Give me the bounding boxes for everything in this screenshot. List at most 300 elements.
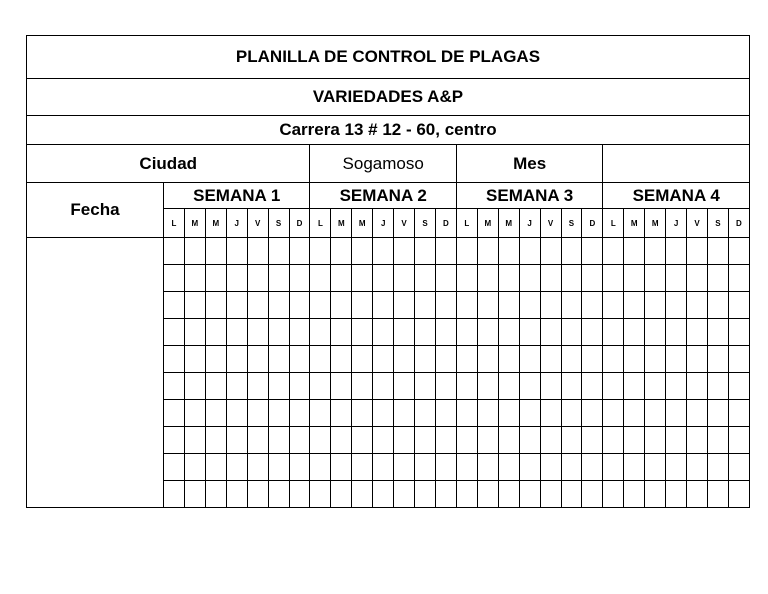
check-cell[interactable] [582, 454, 603, 481]
check-cell[interactable] [184, 427, 205, 454]
check-cell[interactable] [394, 481, 415, 508]
check-cell[interactable] [519, 427, 540, 454]
check-cell[interactable] [603, 427, 624, 454]
check-cell[interactable] [184, 292, 205, 319]
check-cell[interactable] [310, 346, 331, 373]
check-cell[interactable] [164, 400, 185, 427]
check-cell[interactable] [435, 346, 456, 373]
check-cell[interactable] [582, 400, 603, 427]
check-cell[interactable] [624, 481, 645, 508]
check-cell[interactable] [603, 319, 624, 346]
check-cell[interactable] [268, 238, 289, 265]
check-cell[interactable] [268, 346, 289, 373]
check-cell[interactable] [498, 346, 519, 373]
check-cell[interactable] [226, 427, 247, 454]
check-cell[interactable] [603, 373, 624, 400]
check-cell[interactable] [561, 427, 582, 454]
check-cell[interactable] [415, 427, 436, 454]
check-cell[interactable] [561, 400, 582, 427]
check-cell[interactable] [205, 427, 226, 454]
check-cell[interactable] [624, 373, 645, 400]
check-cell[interactable] [310, 481, 331, 508]
check-cell[interactable] [687, 265, 708, 292]
month-label: Mes [456, 145, 602, 183]
check-cell[interactable] [624, 427, 645, 454]
check-cell[interactable] [164, 373, 185, 400]
check-cell[interactable] [331, 427, 352, 454]
check-cell[interactable] [247, 265, 268, 292]
check-cell[interactable] [603, 400, 624, 427]
check-cell[interactable] [394, 346, 415, 373]
check-cell[interactable] [498, 373, 519, 400]
check-cell[interactable] [582, 373, 603, 400]
check-cell[interactable] [728, 481, 749, 508]
check-cell[interactable] [519, 319, 540, 346]
check-cell[interactable] [498, 400, 519, 427]
check-cell[interactable] [456, 454, 477, 481]
check-cell[interactable] [394, 454, 415, 481]
check-cell[interactable] [707, 400, 728, 427]
check-cell[interactable] [373, 373, 394, 400]
check-cell[interactable] [456, 319, 477, 346]
check-cell[interactable] [310, 373, 331, 400]
check-cell[interactable] [373, 346, 394, 373]
company-name: VARIEDADES A&P [27, 79, 750, 116]
check-cell[interactable] [456, 373, 477, 400]
check-cell[interactable] [164, 319, 185, 346]
check-cell[interactable] [331, 346, 352, 373]
check-cell[interactable] [477, 265, 498, 292]
check-cell[interactable] [728, 400, 749, 427]
check-cell[interactable] [289, 454, 310, 481]
month-value[interactable] [603, 145, 750, 183]
check-cell[interactable] [352, 454, 373, 481]
check-cell[interactable] [603, 265, 624, 292]
check-cell[interactable] [666, 265, 687, 292]
check-cell[interactable] [666, 481, 687, 508]
check-cell[interactable] [561, 454, 582, 481]
check-cell[interactable] [540, 346, 561, 373]
check-cell[interactable] [184, 265, 205, 292]
check-cell[interactable] [645, 292, 666, 319]
check-cell[interactable] [164, 346, 185, 373]
check-cell[interactable] [477, 427, 498, 454]
check-cell[interactable] [415, 238, 436, 265]
check-cell[interactable] [268, 454, 289, 481]
check-cell[interactable] [519, 373, 540, 400]
check-cell[interactable] [477, 481, 498, 508]
check-cell[interactable] [561, 238, 582, 265]
check-cell[interactable] [707, 481, 728, 508]
check-cell[interactable] [687, 346, 708, 373]
check-cell[interactable] [519, 292, 540, 319]
check-cell[interactable] [561, 373, 582, 400]
check-cell[interactable] [456, 400, 477, 427]
check-cell[interactable] [540, 454, 561, 481]
check-cell[interactable] [645, 319, 666, 346]
check-cell[interactable] [184, 400, 205, 427]
check-cell[interactable] [582, 238, 603, 265]
check-cell[interactable] [435, 373, 456, 400]
check-cell[interactable] [310, 265, 331, 292]
check-cell[interactable] [728, 454, 749, 481]
check-cell[interactable] [352, 373, 373, 400]
day-header: S [415, 209, 436, 238]
check-cell[interactable] [435, 400, 456, 427]
check-cell[interactable] [247, 238, 268, 265]
check-cell[interactable] [226, 265, 247, 292]
check-cell[interactable] [184, 373, 205, 400]
day-header: M [184, 209, 205, 238]
check-cell[interactable] [728, 319, 749, 346]
check-cell[interactable] [707, 265, 728, 292]
check-cell[interactable] [205, 292, 226, 319]
check-cell[interactable] [352, 319, 373, 346]
check-cell[interactable] [645, 346, 666, 373]
check-cell[interactable] [352, 265, 373, 292]
check-cell[interactable] [645, 454, 666, 481]
check-cell[interactable] [352, 481, 373, 508]
check-cell[interactable] [247, 373, 268, 400]
check-cell[interactable] [687, 292, 708, 319]
check-cell[interactable] [164, 292, 185, 319]
check-cell[interactable] [477, 346, 498, 373]
check-cell[interactable] [164, 481, 185, 508]
check-cell[interactable] [456, 481, 477, 508]
check-cell[interactable] [373, 427, 394, 454]
check-cell[interactable] [519, 481, 540, 508]
check-cell[interactable] [289, 319, 310, 346]
check-cell[interactable] [498, 265, 519, 292]
check-cell[interactable] [205, 319, 226, 346]
check-cell[interactable] [624, 265, 645, 292]
check-cell[interactable] [435, 238, 456, 265]
check-cell[interactable] [582, 481, 603, 508]
check-cell[interactable] [645, 265, 666, 292]
check-cell[interactable] [519, 400, 540, 427]
check-cell[interactable] [184, 454, 205, 481]
check-cell[interactable] [645, 427, 666, 454]
check-cell[interactable] [498, 319, 519, 346]
check-cell[interactable] [268, 373, 289, 400]
check-cell[interactable] [603, 292, 624, 319]
day-header: M [645, 209, 666, 238]
check-cell[interactable] [289, 265, 310, 292]
check-cell[interactable] [707, 319, 728, 346]
check-cell[interactable] [289, 481, 310, 508]
check-cell[interactable] [707, 454, 728, 481]
check-cell[interactable] [540, 373, 561, 400]
check-cell[interactable] [519, 346, 540, 373]
day-header: D [435, 209, 456, 238]
check-cell[interactable] [456, 238, 477, 265]
check-cell[interactable] [707, 373, 728, 400]
check-cell[interactable] [707, 427, 728, 454]
check-cell[interactable] [687, 373, 708, 400]
check-cell[interactable] [456, 265, 477, 292]
check-cell[interactable] [247, 346, 268, 373]
check-cell[interactable] [226, 292, 247, 319]
city-label: Ciudad [27, 145, 310, 183]
check-cell[interactable] [435, 319, 456, 346]
check-cell[interactable] [624, 454, 645, 481]
check-cell[interactable] [394, 265, 415, 292]
check-cell[interactable] [728, 373, 749, 400]
check-cell[interactable] [666, 346, 687, 373]
check-cell[interactable] [707, 346, 728, 373]
check-cell[interactable] [247, 481, 268, 508]
check-cell[interactable] [226, 373, 247, 400]
check-cell[interactable] [603, 238, 624, 265]
check-cell[interactable] [456, 346, 477, 373]
check-cell[interactable] [582, 346, 603, 373]
check-cell[interactable] [435, 292, 456, 319]
check-cell[interactable] [561, 265, 582, 292]
check-cell[interactable] [289, 346, 310, 373]
check-cell[interactable] [645, 373, 666, 400]
pest-control-sheet [26, 35, 750, 508]
check-cell[interactable] [289, 427, 310, 454]
check-cell[interactable] [415, 346, 436, 373]
check-cell[interactable] [415, 292, 436, 319]
check-cell[interactable] [310, 238, 331, 265]
check-cell[interactable] [226, 346, 247, 373]
check-cell[interactable] [394, 427, 415, 454]
check-cell[interactable] [540, 265, 561, 292]
check-cell[interactable] [666, 373, 687, 400]
check-cell[interactable] [582, 292, 603, 319]
check-cell[interactable] [289, 400, 310, 427]
day-header: V [687, 209, 708, 238]
check-cell[interactable] [624, 238, 645, 265]
date-cell[interactable] [27, 238, 164, 508]
day-header: M [352, 209, 373, 238]
check-cell[interactable] [728, 238, 749, 265]
check-cell[interactable] [184, 481, 205, 508]
check-cell[interactable] [540, 238, 561, 265]
check-cell[interactable] [540, 481, 561, 508]
check-cell[interactable] [226, 481, 247, 508]
check-cell[interactable] [184, 238, 205, 265]
check-cell[interactable] [184, 319, 205, 346]
check-cell[interactable] [687, 238, 708, 265]
check-cell[interactable] [205, 373, 226, 400]
city-value[interactable]: Sogamoso [310, 145, 456, 183]
check-cell[interactable] [331, 373, 352, 400]
check-cell[interactable] [373, 265, 394, 292]
check-cell[interactable] [561, 346, 582, 373]
check-cell[interactable] [247, 292, 268, 319]
check-cell[interactable] [247, 319, 268, 346]
check-cell[interactable] [205, 481, 226, 508]
check-cell[interactable] [498, 292, 519, 319]
check-cell[interactable] [205, 454, 226, 481]
check-cell[interactable] [226, 454, 247, 481]
check-cell[interactable] [226, 400, 247, 427]
check-cell[interactable] [687, 427, 708, 454]
check-cell[interactable] [310, 400, 331, 427]
check-cell[interactable] [415, 454, 436, 481]
check-cell[interactable] [666, 427, 687, 454]
check-cell[interactable] [394, 319, 415, 346]
check-cell[interactable] [687, 319, 708, 346]
day-header: D [289, 209, 310, 238]
check-cell[interactable] [205, 400, 226, 427]
check-cell[interactable] [352, 238, 373, 265]
check-cell[interactable] [498, 238, 519, 265]
check-cell[interactable] [498, 454, 519, 481]
check-cell[interactable] [498, 427, 519, 454]
check-cell[interactable] [352, 400, 373, 427]
check-cell[interactable] [331, 481, 352, 508]
check-cell[interactable] [707, 292, 728, 319]
check-cell[interactable] [205, 346, 226, 373]
check-cell[interactable] [477, 373, 498, 400]
check-cell[interactable] [415, 265, 436, 292]
check-cell[interactable] [728, 265, 749, 292]
check-cell[interactable] [666, 292, 687, 319]
check-cell[interactable] [435, 427, 456, 454]
check-cell[interactable] [435, 265, 456, 292]
check-cell[interactable] [205, 238, 226, 265]
check-cell[interactable] [331, 454, 352, 481]
table-row [27, 238, 750, 265]
week-header-2: SEMANA 2 [310, 183, 456, 209]
check-cell[interactable] [519, 454, 540, 481]
check-cell[interactable] [666, 454, 687, 481]
check-cell[interactable] [247, 427, 268, 454]
check-cell[interactable] [477, 292, 498, 319]
check-cell[interactable] [603, 346, 624, 373]
check-cell[interactable] [331, 238, 352, 265]
check-cell[interactable] [205, 265, 226, 292]
check-cell[interactable] [310, 319, 331, 346]
check-cell[interactable] [394, 373, 415, 400]
check-cell[interactable] [582, 265, 603, 292]
check-cell[interactable] [582, 319, 603, 346]
check-cell[interactable] [331, 319, 352, 346]
check-cell[interactable] [352, 292, 373, 319]
check-cell[interactable] [289, 373, 310, 400]
check-cell[interactable] [394, 400, 415, 427]
check-cell[interactable] [561, 481, 582, 508]
check-cell[interactable] [373, 292, 394, 319]
check-cell[interactable] [289, 292, 310, 319]
check-cell[interactable] [728, 346, 749, 373]
check-cell[interactable] [331, 400, 352, 427]
check-cell[interactable] [331, 292, 352, 319]
check-cell[interactable] [247, 400, 268, 427]
check-cell[interactable] [226, 319, 247, 346]
check-cell[interactable] [687, 454, 708, 481]
check-cell[interactable] [687, 400, 708, 427]
check-cell[interactable] [624, 346, 645, 373]
check-cell[interactable] [603, 481, 624, 508]
check-cell[interactable] [310, 292, 331, 319]
check-cell[interactable] [164, 238, 185, 265]
check-cell[interactable] [247, 454, 268, 481]
check-cell[interactable] [268, 292, 289, 319]
check-cell[interactable] [435, 481, 456, 508]
check-cell[interactable] [415, 319, 436, 346]
check-cell[interactable] [477, 454, 498, 481]
check-cell[interactable] [164, 454, 185, 481]
check-cell[interactable] [477, 400, 498, 427]
check-cell[interactable] [645, 481, 666, 508]
day-header: V [394, 209, 415, 238]
check-cell[interactable] [415, 373, 436, 400]
check-cell[interactable] [477, 238, 498, 265]
check-cell[interactable] [582, 427, 603, 454]
check-cell[interactable] [561, 319, 582, 346]
check-cell[interactable] [624, 292, 645, 319]
check-cell[interactable] [415, 481, 436, 508]
check-cell[interactable] [519, 238, 540, 265]
check-cell[interactable] [707, 238, 728, 265]
check-cell[interactable] [728, 427, 749, 454]
check-cell[interactable] [415, 400, 436, 427]
check-cell[interactable] [540, 427, 561, 454]
check-cell[interactable] [373, 238, 394, 265]
check-cell[interactable] [687, 481, 708, 508]
check-cell[interactable] [540, 319, 561, 346]
check-cell[interactable] [728, 292, 749, 319]
check-cell[interactable] [394, 238, 415, 265]
check-cell[interactable] [435, 454, 456, 481]
check-cell[interactable] [268, 481, 289, 508]
day-header: L [164, 209, 185, 238]
check-cell[interactable] [373, 319, 394, 346]
check-cell[interactable] [666, 400, 687, 427]
check-cell[interactable] [373, 454, 394, 481]
check-cell[interactable] [666, 238, 687, 265]
check-cell[interactable] [394, 292, 415, 319]
check-cell[interactable] [645, 400, 666, 427]
check-cell[interactable] [373, 481, 394, 508]
check-cell[interactable] [540, 400, 561, 427]
check-cell[interactable] [561, 292, 582, 319]
check-cell[interactable] [624, 400, 645, 427]
check-cell[interactable] [164, 265, 185, 292]
check-cell[interactable] [603, 454, 624, 481]
check-cell[interactable] [352, 427, 373, 454]
check-cell[interactable] [226, 238, 247, 265]
check-cell[interactable] [519, 265, 540, 292]
check-cell[interactable] [456, 292, 477, 319]
check-cell[interactable] [164, 427, 185, 454]
check-cell[interactable] [268, 265, 289, 292]
check-cell[interactable] [268, 400, 289, 427]
check-cell[interactable] [373, 400, 394, 427]
check-cell[interactable] [540, 292, 561, 319]
check-cell[interactable] [645, 238, 666, 265]
check-cell[interactable] [498, 481, 519, 508]
check-cell[interactable] [310, 427, 331, 454]
check-cell[interactable] [289, 238, 310, 265]
check-cell[interactable] [310, 454, 331, 481]
check-cell[interactable] [184, 346, 205, 373]
check-cell[interactable] [666, 319, 687, 346]
check-cell[interactable] [477, 319, 498, 346]
day-header: V [247, 209, 268, 238]
check-cell[interactable] [268, 319, 289, 346]
check-cell[interactable] [331, 265, 352, 292]
check-cell[interactable] [624, 319, 645, 346]
check-cell[interactable] [456, 427, 477, 454]
day-header: M [498, 209, 519, 238]
check-cell[interactable] [352, 346, 373, 373]
check-cell[interactable] [268, 427, 289, 454]
